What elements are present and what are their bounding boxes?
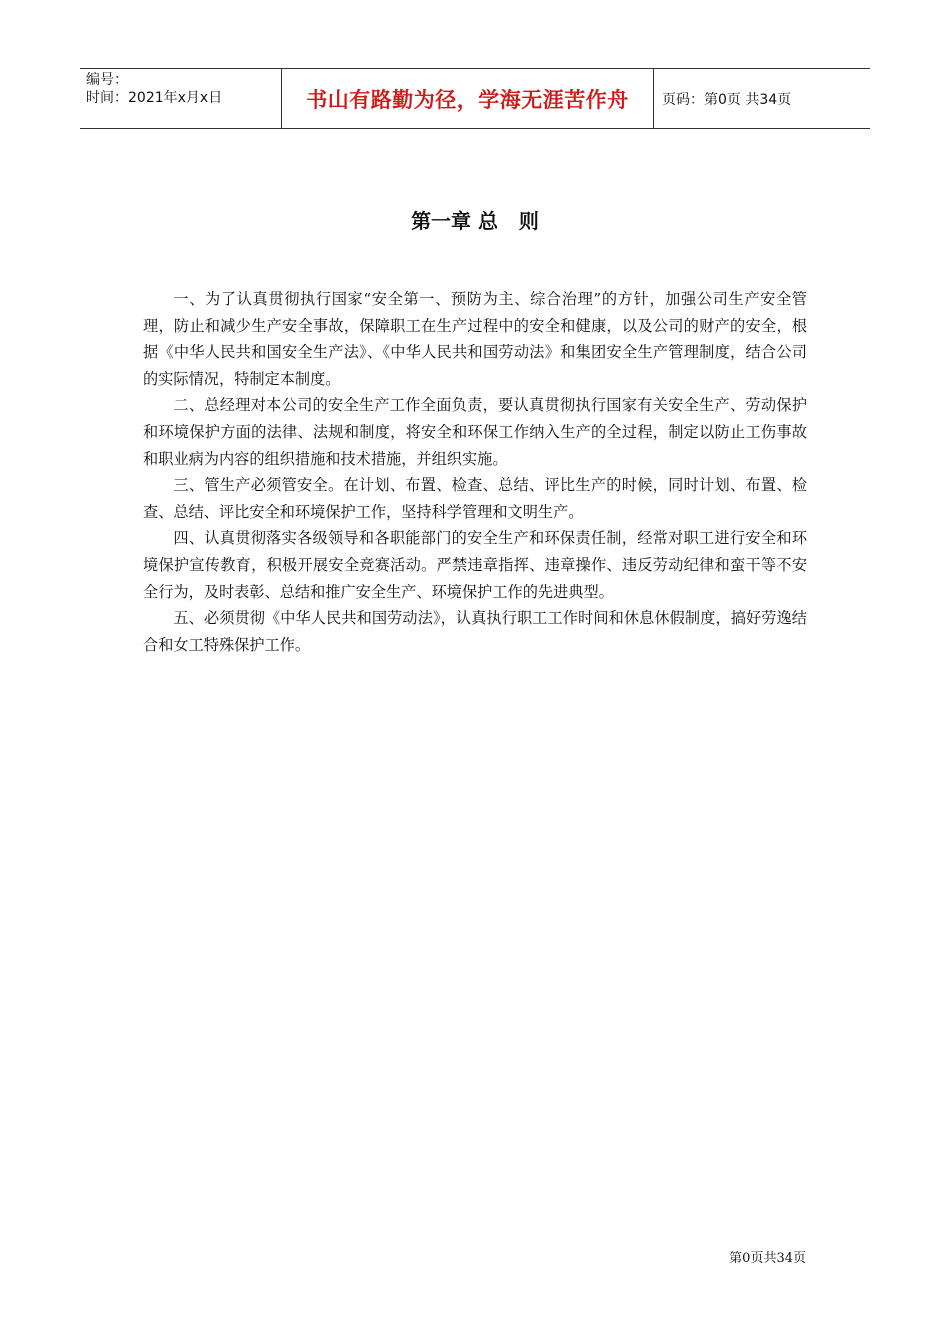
number-label: 编号： [86,72,128,88]
paragraph: 五、必须贯彻《中华人民共和国劳动法》，认真执行职工工作时间和休息休假制度，搞好劳逸结合和女工特殊保护工作。 [143,609,807,654]
header-page-cell [654,69,870,128]
page-footer: 第0页共34页 [729,1251,806,1266]
paragraph: 二、总经理对本公司的安全生产工作全面负责，要认真贯彻执行国家有关安全生产、劳动保护和环境保护方面的法律、法规和制度，将安全和环保工作纳入生产的全过程，制定以防止工伤事故和职业病为内容的组织措施和技术措施，并组织实施。 [143,396,807,468]
document-body [143,286,807,658]
page-info: 页码：第0页 共34页 [662,91,792,108]
page-header [80,68,870,129]
date-label: 时间：2021年x月x日 [86,90,223,106]
paragraph: 四、认真贯彻落实各级领导和各职能部门的安全生产和环保责任制，经常对职工进行安全和环境保护宣传教育，积极开展安全竞赛活动。严禁违章指挥、违章操作、违反劳动纪律和蛮干等不安全行为，及时表彰、总结和推广安全生产、环境保护工作的先进典型。 [143,529,807,601]
paragraph: 一、为了认真贯彻执行国家“安全第一、预防为主、综合治理”的方针，加强公司生产安全管理，防止和减少生产安全事故，保障职工在生产过程中的安全和健康，以及公司的财产的安全，根据《中华人民共和国安全生产法》、《中华人民共和国劳动法》和集团安全生产管理制度，结合公司的实际情况，特制定本制度。 [143,290,807,388]
motto-text: 书山有路勤为径，学海无涯苦作舟 [306,87,629,112]
paragraph: 三、管生产必须管安全。在计划、布置、检查、总结、评比生产的时候，同时计划、布置、检查、总结、评比安全和环境保护工作，坚持科学管理和文明生产。 [143,476,807,521]
header-meta-cell [80,69,282,128]
chapter-title: 第一章 总 则 [411,209,539,233]
header-motto-cell [282,69,654,128]
